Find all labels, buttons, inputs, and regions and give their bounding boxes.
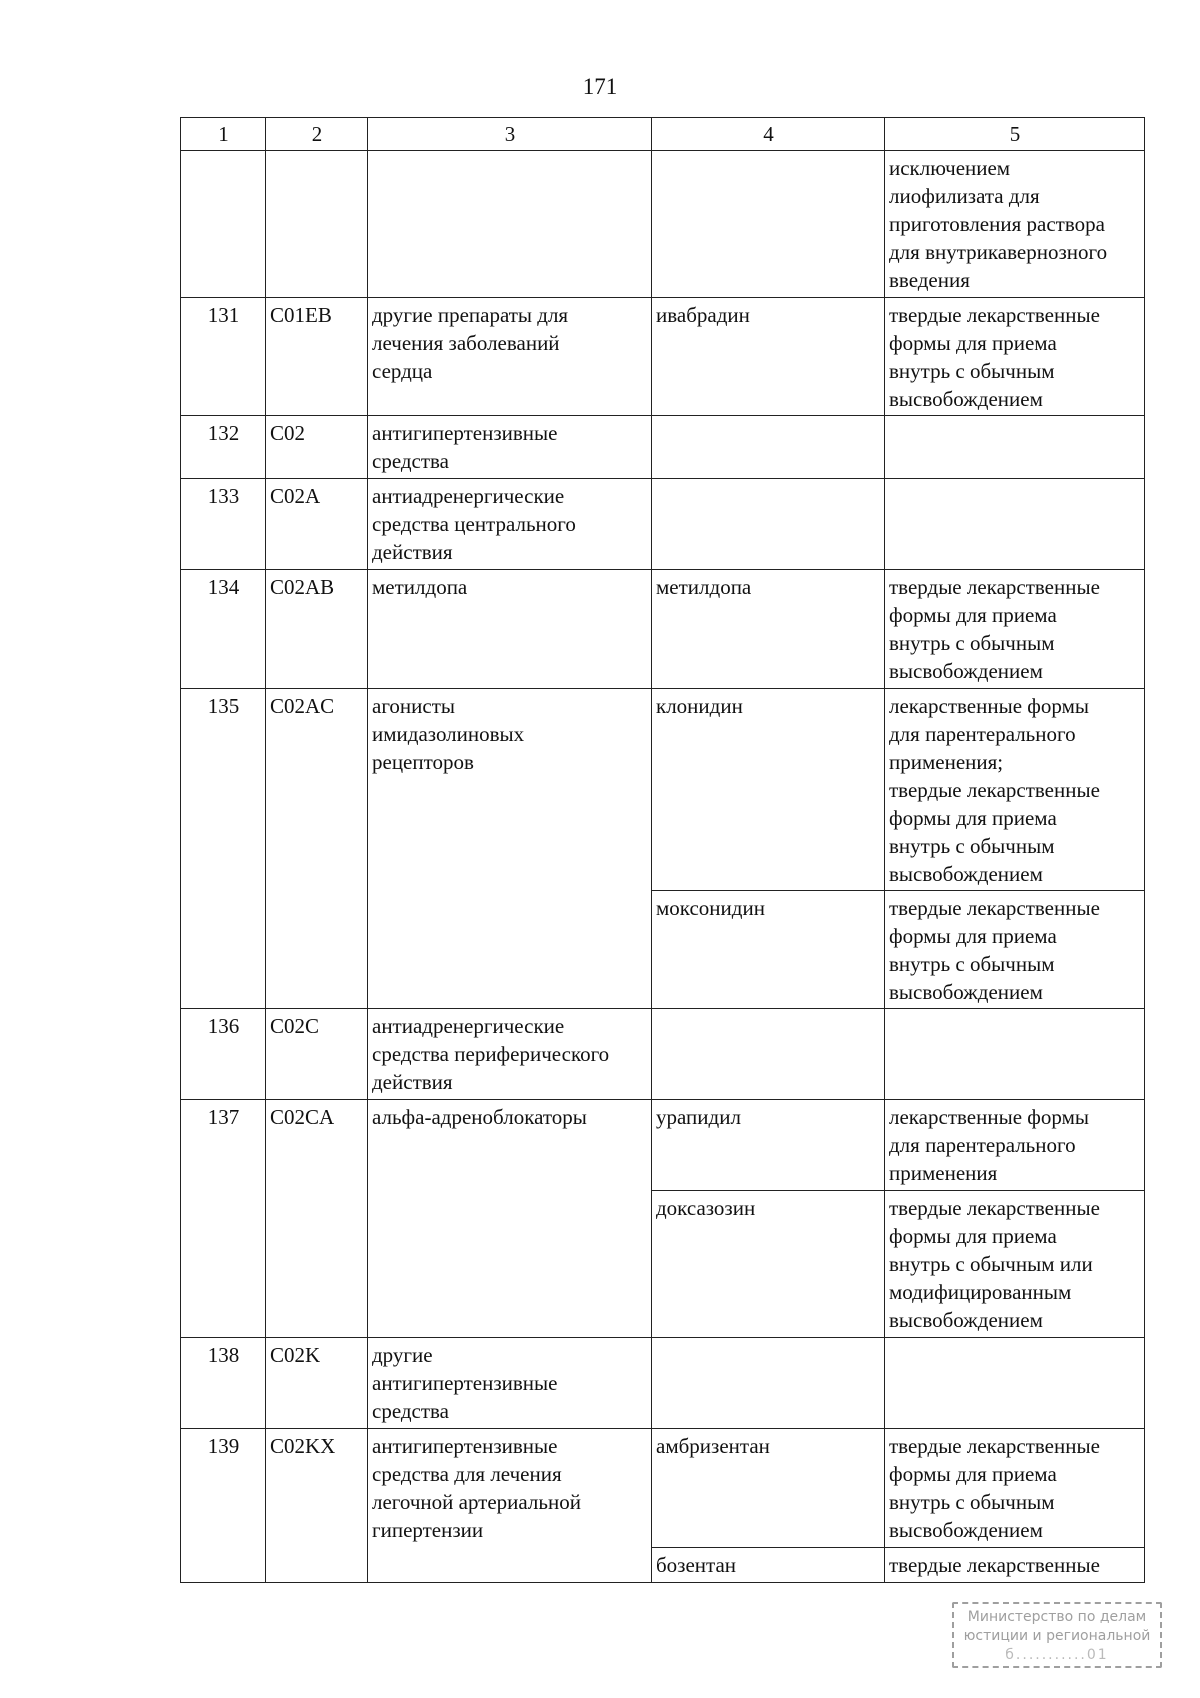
dosage-form: твердые лекарственные формы для приема внутрь с обычным высвобождением — [885, 891, 1145, 1009]
row-number: 131 — [181, 298, 266, 416]
drug-name: моксонидин — [652, 891, 885, 1009]
stamp-line-2: юстиции и региональной — [963, 1628, 1151, 1644]
drug-name: доксазозин — [652, 1191, 885, 1338]
group-name: другие антигипертензивные средства — [368, 1338, 652, 1429]
drug-name — [652, 151, 885, 298]
group-name: альфа-адреноблокаторы — [368, 1100, 652, 1338]
dosage-form: твердые лекарственные формы для приема внутрь с обычным или модифицированным высвобождением — [885, 1191, 1145, 1338]
table-row — [181, 298, 1145, 416]
table-row — [181, 151, 1145, 298]
row-number: 139 — [181, 1429, 266, 1583]
dosage-form: лекарственные формы для парентерального применения; твердые лекарственные формы для приема внутрь с обычным высвобождением — [885, 689, 1145, 891]
drug-name: метилдопа — [652, 570, 885, 689]
dosage-form: твердые лекарственные формы для приема внутрь с обычным высвобождением — [885, 1429, 1145, 1548]
table-row — [181, 1100, 1145, 1191]
group-name: антигипертензивные средства — [368, 416, 652, 479]
drug-name: амбризентан — [652, 1429, 885, 1548]
header-col-3: 3 — [368, 118, 652, 151]
group-name: агонисты имидазолиновых рецепторов — [368, 689, 652, 1009]
dosage-form — [885, 479, 1145, 570]
dosage-form: твердые лекарственные формы для приема внутрь с обычным высвобождением — [885, 570, 1145, 689]
table-row — [181, 689, 1145, 891]
dosage-form — [885, 1009, 1145, 1100]
atc-code: C01EB — [266, 298, 368, 416]
table-row — [181, 416, 1145, 479]
atc-code: C02KX — [266, 1429, 368, 1583]
header-row — [181, 118, 1145, 151]
atc-code: C02C — [266, 1009, 368, 1100]
drug-name: клонидин — [652, 689, 885, 891]
table-row — [181, 1338, 1145, 1429]
drug-name: бозентан — [652, 1548, 885, 1583]
drug-name: урапидил — [652, 1100, 885, 1191]
header-col-1: 1 — [181, 118, 266, 151]
group-name: антиадренергические средства периферического действия — [368, 1009, 652, 1100]
dosage-form: твердые лекарственные формы для приема внутрь с обычным высвобождением — [885, 298, 1145, 416]
header-col-5: 5 — [885, 118, 1145, 151]
atc-code: C02 — [266, 416, 368, 479]
atc-code: C02K — [266, 1338, 368, 1429]
row-number — [181, 151, 266, 298]
drug-name — [652, 1338, 885, 1429]
table-row — [181, 1429, 1145, 1548]
table-row — [181, 1009, 1145, 1100]
dosage-form — [885, 416, 1145, 479]
atc-code: C02CA — [266, 1100, 368, 1338]
header-col-2: 2 — [266, 118, 368, 151]
group-name: антигипертензивные средства для лечения легочной артериальной гипертензии — [368, 1429, 652, 1583]
group-name: антиадренергические средства центрального действия — [368, 479, 652, 570]
row-number: 132 — [181, 416, 266, 479]
group-name: другие препараты для лечения заболеваний сердца — [368, 298, 652, 416]
row-number: 135 — [181, 689, 266, 1009]
stamp-line-1: Министерство по делам — [967, 1609, 1147, 1625]
table-row — [181, 479, 1145, 570]
dosage-form: твердые лекарственные — [885, 1548, 1145, 1583]
row-number: 133 — [181, 479, 266, 570]
drug-name — [652, 416, 885, 479]
row-number: 138 — [181, 1338, 266, 1429]
dosage-form: исключением лиофилизата для приготовления раствора для внутрикавернозного введения — [885, 151, 1145, 298]
table-row — [181, 570, 1145, 689]
atc-code — [266, 151, 368, 298]
group-name — [368, 151, 652, 298]
drug-name — [652, 1009, 885, 1100]
stamp-line-3: б...........01 — [1005, 1647, 1109, 1663]
registration-stamp — [952, 1602, 1162, 1668]
dosage-form: лекарственные формы для парентерального применения — [885, 1100, 1145, 1191]
atc-code: C02A — [266, 479, 368, 570]
header-col-4: 4 — [652, 118, 885, 151]
row-number: 134 — [181, 570, 266, 689]
atc-code: C02AC — [266, 689, 368, 1009]
dosage-form — [885, 1338, 1145, 1429]
drug-name — [652, 479, 885, 570]
atc-code: C02AB — [266, 570, 368, 689]
medicines-table — [180, 117, 1145, 1583]
row-number: 137 — [181, 1100, 266, 1338]
row-number: 136 — [181, 1009, 266, 1100]
page-number: 171 — [582, 74, 618, 99]
group-name: метилдопа — [368, 570, 652, 689]
drug-name: ивабрадин — [652, 298, 885, 416]
